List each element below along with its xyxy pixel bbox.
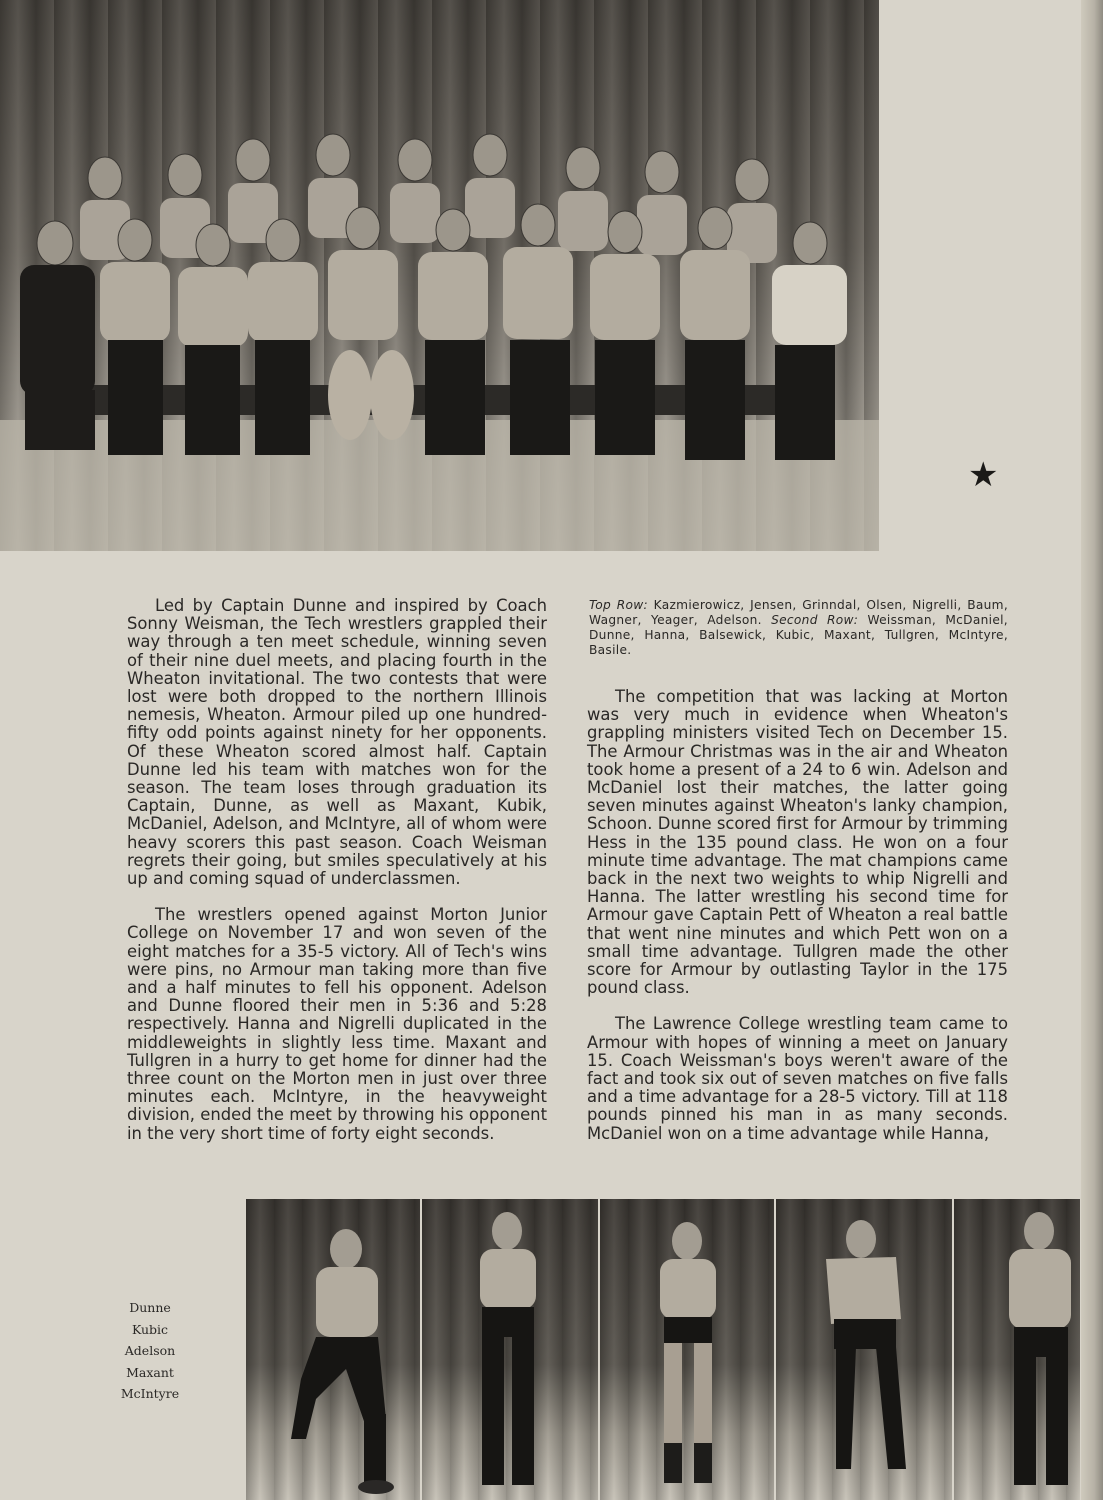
wrestler-photo-adelson <box>600 1199 774 1500</box>
article-paragraph: Led by Captain Dunne and inspired by Coach Sonny Weisman, the Tech wrestlers grappled their way through a ten meet schedule, winning seven of their nine duel meets, and placing fourth in the Wheaton invitational. The two contests that were lost were both dropped to the northern Illinois nemesis, Wheaton. Armour piled up one hundred-fifty odd points against ninety for her opponents. Of these Wheaton scored almost half. Captain Dunne led his team with matches won for the season. The team loses through graduation its Captain, Dunne, as well as Maxant, Kubik, McDaniel, Adelson, and McIntyre, all of whom were heavy scorers this past season. Coach Weisman regrets their going, but smiles speculatively at his up and coming squad of underclassmen. <box>127 596 547 889</box>
wrestler-name: Kubic <box>131 1321 169 1337</box>
article-paragraph: The competition that was lacking at Morton was very much in evidence when Wheaton's grappling ministers visited Tech on December 15. The Armour Christmas was in the air and Wheaton took home a present of a 24 to 6 win. Adelson and McDaniel lost their matches, the latter going seven minutes against Wheaton's lanky champion, Schoon. Dunne scored first for Armour by trimming Hess in the 135 pound class. He won on a four minute time advantage. The mat champions came back in the next two weights to whip Nigrelli and Hanna. The latter wrestling his second time for Armour gave Captain Pett of Wheaton a real battle that went nine minutes and which Pett won on a small time advantage. Tullgren made the other score for Armour by outlasting Taylor in the 175 pound class. <box>587 687 1008 998</box>
team-photo-figures <box>0 0 879 551</box>
page-edge <box>1081 0 1103 1500</box>
article-paragraph: The Lawrence College wrestling team came to Armour with hopes of winning a meet on January 15. Coach Weissman's boys weren't aware of the fact and took six out of seven matches on five falls and a time advantage for a 28-5 victory. Till at 118 pounds pinned his man in as many seconds. McDaniel won on a time advantage while Hanna, <box>587 1014 1008 1143</box>
wrestler-photo-mcintyre <box>954 1199 1080 1500</box>
star-icon: ★ <box>968 455 999 495</box>
wrestler-name: Dunne <box>129 1300 171 1315</box>
team-photo <box>0 0 879 551</box>
article-left-column <box>127 597 547 1161</box>
caption-top-row-names: Kazmierowicz, Jensen, Grinndal, Olsen, Nigrelli, Baum, Wagner, Yeager, Adelson. <box>589 598 1009 627</box>
caption-second-row-label: Second Row: <box>771 613 859 627</box>
wrestler-name: Maxant <box>126 1364 174 1380</box>
wrestler-name: McIntyre <box>120 1386 180 1402</box>
article-paragraph: The wrestlers opened against Morton Junior College on November 17 and won seven of the eight matches for a 35-5 victory. All of Tech's wins were pins, no Armour man taking more than five and a half minutes to fell his opponent. Adelson and Dunne floored their men in 5:36 and 5:28 respectively. Hanna and Nigrelli duplicated in the middleweights in slightly less time. Maxant and Tullgren in a hurry to get home for dinner had the three count on the Morton men in just over three minutes each. McIntyre, in the heavyweight division, ended the meet by throwing his opponent in the very short time of forty eight seconds. <box>127 905 547 1143</box>
wrestler-name: Adelson <box>124 1343 176 1359</box>
wrestler-names-list <box>100 1297 200 1405</box>
wrestler-photo-dunne <box>246 1199 420 1500</box>
article-right-column <box>587 688 1008 1161</box>
wrestler-photo-kubic <box>422 1199 598 1500</box>
caption-second-row-names: Weissman, McDaniel, Dunne, Hanna, Balsewick, Kubic, Maxant, Tullgren, McIntyre, Basile. <box>589 613 1008 657</box>
caption-top-row-label: Top Row: <box>589 598 648 612</box>
photo-caption <box>589 598 1008 658</box>
wrestler-photo-maxant <box>776 1199 952 1500</box>
